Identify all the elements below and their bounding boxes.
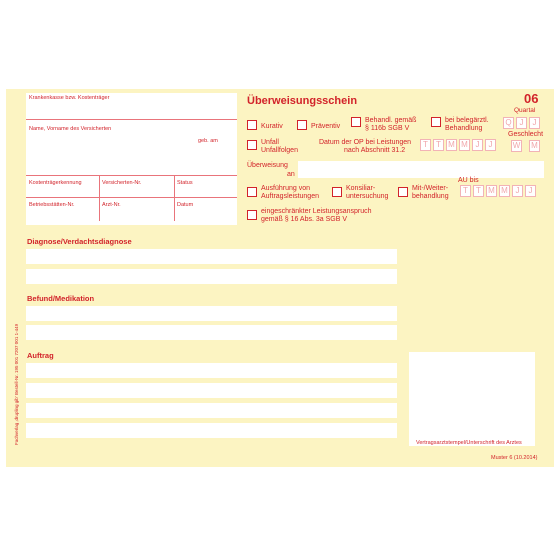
eingeschraenkt-checkbox[interactable] (247, 210, 257, 220)
auftrag-heading: Auftrag (27, 351, 54, 360)
kurativ-label: Kurativ (261, 123, 283, 130)
kasse-label: Krankenkasse bzw. Kostenträger (29, 95, 110, 101)
ausfuehrung-checkbox[interactable] (247, 187, 257, 197)
auftrag-line-4[interactable] (26, 423, 397, 438)
stamp-label: Vertragsarztstempel/Unterschrift des Arztes (416, 440, 522, 446)
unfall-label-2: Unfallfolgen (261, 147, 298, 154)
divider (99, 175, 100, 197)
mitweiter-label-1: Mit-/Weiter- (412, 185, 449, 192)
diagnose-heading: Diagnose/Verdachtsdiagnose (27, 237, 132, 246)
befund-line-2[interactable] (26, 325, 397, 340)
au-date-cell[interactable]: T (473, 185, 484, 197)
op-label-1: Datum der OP bei Leistungen (318, 139, 412, 146)
behandl-label-2: § 116b SGB V (365, 125, 410, 132)
belegarzt-checkbox[interactable] (431, 117, 441, 127)
praeventiv-label: Präventiv (311, 123, 341, 130)
befund-heading: Befund/Medikation (27, 294, 95, 303)
behandl-checkbox[interactable] (351, 117, 361, 127)
auftrag-line-3[interactable] (26, 403, 397, 418)
stamp-box[interactable] (409, 352, 535, 446)
auftrag-line-2[interactable] (26, 383, 397, 398)
divider (99, 197, 100, 221)
unfall-checkbox[interactable] (247, 140, 257, 150)
mitweiter-label-2: behandlung (412, 193, 449, 200)
divider (174, 175, 175, 221)
quartal-label: Quartal (514, 107, 536, 114)
geschlecht-label: Geschlecht (508, 131, 544, 138)
beleg-label-2: Behandlung (445, 125, 483, 132)
op-date-cell[interactable]: T (433, 139, 444, 151)
divider (26, 175, 237, 176)
form-title: Überweisungsschein (247, 95, 358, 107)
konsiliar-label-1: Konsiliar- (346, 185, 376, 192)
quartal-cell[interactable]: Q (503, 117, 514, 129)
au-date-cell[interactable]: M (486, 185, 497, 197)
referral-form (6, 89, 554, 467)
divider (26, 119, 237, 120)
behandl-label-1: Behandl. gemäß (365, 117, 417, 124)
name-label: Name, Vorname des Versicherten (29, 126, 112, 132)
diagnose-line-1[interactable] (26, 249, 397, 264)
au-date-cell[interactable]: J (525, 185, 536, 197)
geb-label: geb. am (198, 138, 218, 144)
konsiliar-label-2: untersuchung (346, 193, 389, 200)
unfall-label-1: Unfall (261, 139, 279, 146)
ausfuehrung-label-2: Auftragsleistungen (261, 193, 319, 200)
op-date-cell[interactable]: J (472, 139, 483, 151)
au-date-cell[interactable]: J (512, 185, 523, 197)
ueberweisung-field[interactable] (298, 161, 544, 178)
eingeschraenkt-label-2: gemäß § 16 Abs. 3a SGB V (261, 216, 347, 223)
side-print-info: Fachverlag ‚drupling gib‘ Bestell-Nr. 195 001 7207 001 1-449 (14, 323, 19, 445)
datum-label: Datum (177, 202, 194, 208)
ueberweisung-label-1: Überweisung (247, 162, 288, 169)
betriebsstaetten-label: Betriebsstätten-Nr. (29, 202, 75, 208)
eingeschraenkt-label-1: eingeschränkter Leistungsanspruch (261, 208, 372, 215)
diagnose-line-2[interactable] (26, 269, 397, 284)
sex-cell-m[interactable]: M (529, 140, 540, 152)
beleg-label-1: bei belegärztl. (445, 117, 489, 124)
op-date-cell[interactable]: T (420, 139, 431, 151)
divider (26, 197, 237, 198)
auftrag-line-1[interactable] (26, 363, 397, 378)
op-date-cell[interactable]: M (446, 139, 457, 151)
au-date-cell[interactable]: M (499, 185, 510, 197)
sex-cell-w[interactable]: W (512, 141, 521, 150)
op-date-cell[interactable]: J (485, 139, 496, 151)
form-number: 06 (524, 91, 539, 106)
status-label: Status (177, 180, 193, 186)
kurativ-checkbox[interactable] (247, 120, 257, 130)
muster-label: Muster 6 (10.2014) (491, 455, 538, 461)
au-bis-label: AU bis (458, 177, 479, 184)
au-date-cell[interactable]: T (460, 185, 471, 197)
praeventiv-checkbox[interactable] (297, 120, 307, 130)
ueberweisung-label-2: an (287, 171, 295, 178)
op-date-cell[interactable]: M (459, 139, 470, 151)
befund-line-1[interactable] (26, 306, 397, 321)
arzt-nr-label: Arzt-Nr. (102, 202, 121, 208)
konsiliar-checkbox[interactable] (332, 187, 342, 197)
versicherten-nr-label: Versicherten-Nr. (102, 180, 142, 186)
op-label-2: nach Abschnitt 31.2 (344, 147, 406, 154)
ausfuehrung-label-1: Ausführung von (261, 185, 311, 192)
mitweiter-checkbox[interactable] (398, 187, 408, 197)
quartal-cell[interactable]: J (516, 117, 527, 129)
quartal-cell[interactable]: J (529, 117, 540, 129)
kostentraeger-label: Kostenträgerkennung (29, 180, 82, 186)
